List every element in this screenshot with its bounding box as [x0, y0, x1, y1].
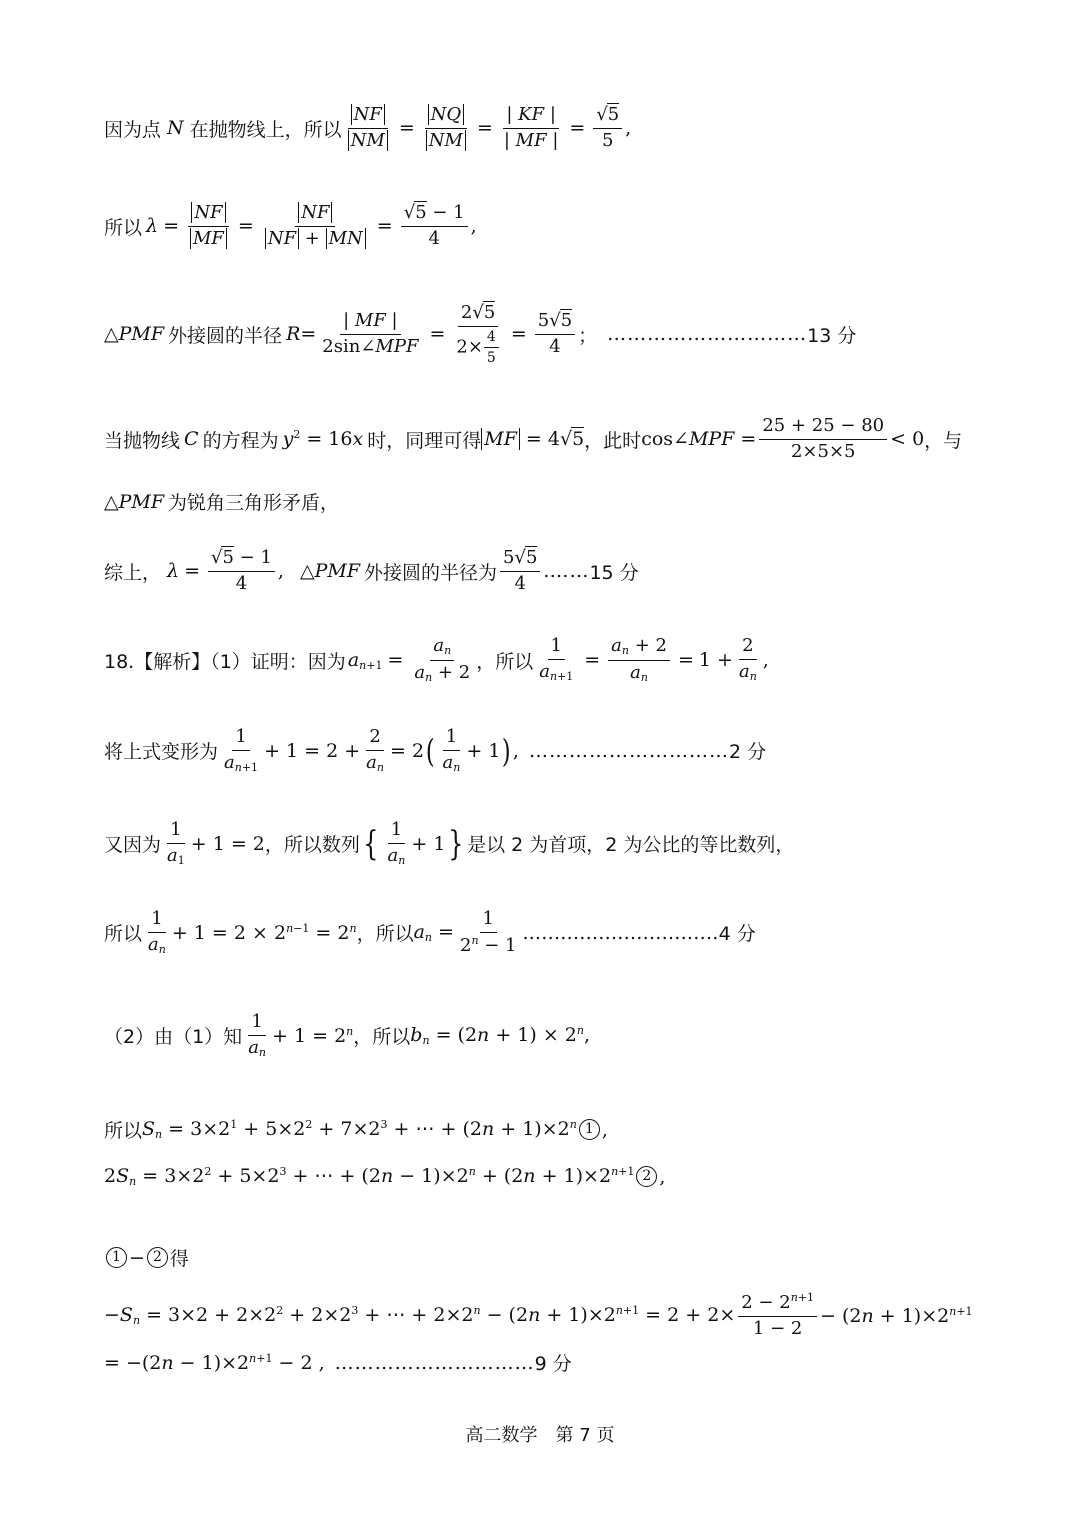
text: 所以 — [104, 923, 143, 946]
fraction: $\frac{a_n + 2}{a_n}$ — [608, 636, 670, 684]
fraction: $\frac{NQ}{NM}$ — [423, 105, 469, 151]
text: 又因为 — [104, 834, 162, 857]
text: 在抛物线上，所以 — [189, 118, 342, 141]
line-14: 1 − 2 得 — [104, 1244, 189, 1271]
fraction: $\frac{1}{a_{n+1}}$ — [224, 726, 259, 774]
fraction: $\frac{√5 - 1}{4}$ — [208, 548, 275, 594]
score: 4 分 — [718, 923, 756, 946]
page-footer: 高二数学 第 7 页 — [465, 1425, 615, 1446]
score: 15 分 — [589, 561, 639, 584]
fraction: $\frac{a_n}{a_n + 2}$ — [414, 635, 471, 684]
score: 9 分 — [534, 1353, 572, 1375]
line-10: 所以 $\frac{1}{a_n}$ + $1 = 2 \times 2^{n-1} = 2^n$ ，所以 $a_n$ = $\frac{1}{2^n - 1}$ .………………………… 4 分 — [104, 908, 756, 956]
text: 综上， — [104, 561, 162, 584]
text: ，与 — [924, 429, 963, 452]
fraction: $\frac{2}{a_n}$ — [738, 635, 757, 684]
fraction: $\frac{1}{a_n}$ — [442, 726, 461, 774]
fraction: $\frac{1}{a_n}$ — [248, 1011, 267, 1059]
fraction: 2√5 2× $\frac{4}{5}$ — [453, 303, 502, 366]
text: ，所以 — [476, 650, 534, 673]
text: ，所以 — [353, 1026, 411, 1049]
fraction: $\frac{1}{a_n}$ — [387, 819, 406, 867]
line-12: 所以 $S_n = 3\times 2^1 + 5\times 2^2 + 7\times 2^3$ + ⋯ + $(2n + 1)\times 2^n$ 1 , — [104, 1118, 608, 1142]
line-13: $2S_n = 3\times 2^2 + 5\times 2^3$ + ⋯ + $(2n - 1)\times 2^n + (2n + 1)\times 2^{n+1}$ 2 , — [104, 1165, 666, 1188]
text: 因为点 — [104, 118, 162, 141]
fraction: $\frac{| MF |}{\text{2sin∠MPF}}$ — [322, 310, 419, 357]
fraction: $\frac{5√5}{4}$ — [500, 548, 540, 594]
line-15: $-S_n = 3\times 2 + 2\times 2^2 + 2\times 2^3$ + ⋯ + $2\times 2^n - (2n + 1)\times 2^{n+1} = 2 + 2\times$ $\frac{2 - 2^{n+1}}{1 - 2}$ − $(2n + 1)\times 2^{n+1}$ — [104, 1291, 973, 1339]
fraction: $\frac{1}{2^n - 1}$ — [459, 908, 517, 956]
text: 外接圆的半径为 — [364, 561, 498, 584]
score: 2 分 — [728, 741, 767, 764]
fraction: $\frac{√5 - 1}{4}$ — [401, 203, 468, 249]
fraction: $\frac{5√5}{4}$ — [535, 311, 575, 357]
line-16: = $-(2n - 1)\times 2^{n+1} - 2$ , ………………………… 9 分 — [104, 1349, 572, 1376]
heading: 18.【解析】（1）证明：因为 — [104, 650, 346, 673]
fraction: $\frac{1}{a_1}$ — [167, 819, 185, 867]
text: 所以 — [104, 216, 143, 239]
line-9: 又因为 $\frac{1}{a_1}$ + 1 = 2 ，所以数列 { $\frac{1}{a_n}$ + 1 } 是以 2 为首项，2 为公比的等比数列， — [104, 819, 795, 867]
fraction: $\frac{√5}{5}$ — [593, 105, 622, 151]
fraction: $\frac{2 - 2^{n+1}}{1 - 2}$ — [738, 1292, 817, 1339]
text: 得 — [169, 1248, 189, 1270]
line-2: 所以 λ = $\frac{NF}{MF}$ = $\frac{NF}{NF + MN}$ = $\frac{√5 - 1}{4}$ , — [104, 202, 477, 249]
line-7: 18.【解析】（1）证明：因为 $a_{n+1}$ = $\frac{a_n}{a_n + 2}$ ，所以 $\frac{1}{a_{n+1}}$ = $\frac{a_n + 2}{a_n}$ = 1 + $\frac{2}{a_n}$ , — [104, 635, 769, 684]
text: ，所以 — [356, 923, 414, 946]
text: 当抛物线 — [104, 429, 181, 452]
line-3: △PMF 外接圆的半径 R = $\frac{| MF |}{\text{2sin∠MPF}}$ = 2√5 2× $\frac{4}{5}$ = $\frac{5√5}{4}$ ； ………………………… 13 分 — [104, 302, 857, 366]
line-5: △PMF 为锐角三角形矛盾， — [104, 488, 339, 515]
fraction: $\frac{1}{a_{n+1}}$ — [539, 635, 574, 684]
text: 的方程为 — [202, 429, 279, 452]
fraction: $\frac{25 + 25 - 80}{2\times 5\times 5}$ — [759, 416, 887, 462]
fraction: $\frac{NF}{NF + MN}$ — [262, 203, 369, 249]
text: 是以 2 为首项，2 为公比的等比数列， — [467, 834, 795, 857]
text: 将上式变形为 — [104, 741, 219, 764]
text: 为锐角三角形矛盾， — [168, 492, 340, 514]
text: 所以 — [104, 1120, 143, 1142]
text: （2）由（1）知 — [104, 1026, 243, 1049]
line-4: 当抛物线 C 的方程为 $y^2 = 16x$ 时，同理可得 MF = 4√5 ，此时 cos∠MPF = $\frac{25 + 25 - 80}{2\times 5\times 5}$ < 0 ，与 — [104, 415, 963, 462]
text: 外接圆的半径 — [168, 324, 283, 347]
line-8: 将上式变形为 $\frac{1}{a_{n+1}}$ + 1 = 2 + $\frac{2}{a_n}$ = 2 ( $\frac{1}{a_n}$ + 1 ) , ………………………… 2 分 — [104, 726, 767, 774]
line-11: （2）由（1）知 $\frac{1}{a_n}$ + $1 = 2^n$ ，所以 $b_n = (2n + 1) \times 2^n$, — [104, 1011, 591, 1059]
fraction: $\frac{1}{a_n}$ — [148, 908, 166, 956]
fraction: $\frac{NF}{NM}$ — [345, 105, 391, 151]
line-1: 因为点 N 在抛物线上，所以 $\frac{NF}{NM}$ = $\frac{NQ}{NM}$ = $\frac{| KF |}{| MF |}$ = $\frac{√5}{5}$ , — [104, 104, 632, 151]
fraction: $\frac{NF}{MF}$ — [187, 203, 230, 249]
text: 时，同理可得 — [367, 429, 482, 452]
fraction: $\frac{| KF |}{| MF |}$ — [503, 104, 559, 151]
line-6: 综上， λ = $\frac{√5 - 1}{4}$ , △PMF 外接圆的半径为 $\frac{5√5}{4}$ . …… 15 分 — [104, 547, 639, 594]
text: ，所以数列 — [264, 834, 360, 857]
score: 13 分 — [807, 324, 857, 347]
fraction: $\frac{2}{a_n}$ — [366, 726, 384, 774]
text: ，此时 — [584, 429, 642, 452]
